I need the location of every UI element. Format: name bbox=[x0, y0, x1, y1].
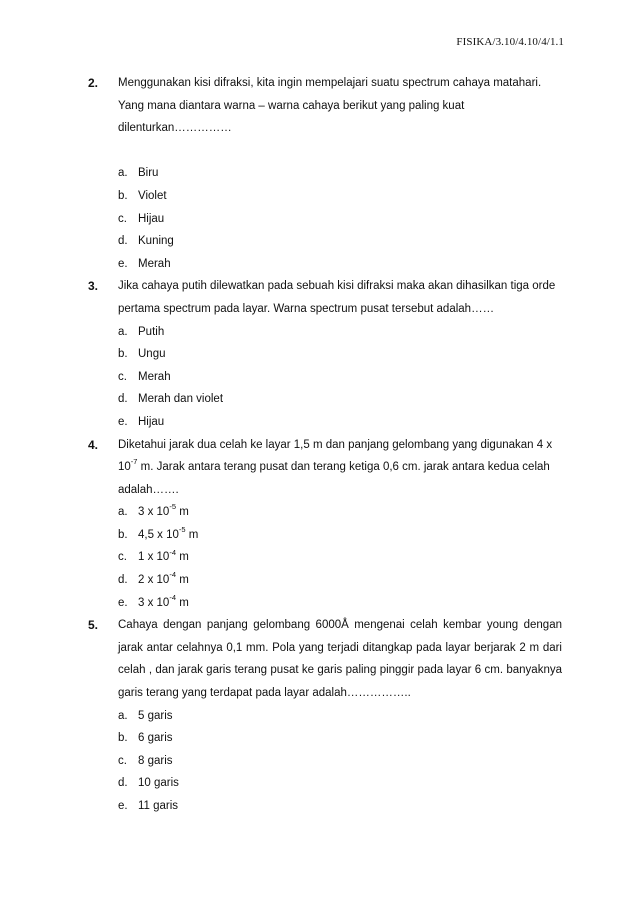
question-number: 5. bbox=[88, 618, 99, 633]
option-text: Biru bbox=[138, 167, 159, 180]
answer-options bbox=[90, 321, 562, 434]
option-base: 3 x 10 bbox=[138, 506, 170, 519]
option-c[interactable] bbox=[90, 750, 562, 773]
option-text: Merah bbox=[138, 370, 171, 383]
exponent: -4 bbox=[169, 570, 176, 580]
question-number: 4. bbox=[88, 437, 99, 452]
option-text: 10 garis bbox=[138, 777, 179, 790]
option-d[interactable] bbox=[90, 569, 562, 592]
option-base: 3 x 10 bbox=[138, 596, 170, 609]
option-unit: m bbox=[176, 574, 189, 587]
option-a[interactable] bbox=[90, 705, 562, 728]
option-c[interactable] bbox=[90, 546, 562, 569]
option-text: Violet bbox=[138, 189, 167, 202]
option-text: 6 garis bbox=[138, 732, 173, 745]
question-text bbox=[118, 434, 562, 502]
question-4 bbox=[90, 434, 562, 615]
option-letter: d. bbox=[118, 574, 128, 587]
option-unit: m bbox=[185, 528, 199, 541]
option-letter: b. bbox=[118, 189, 128, 202]
option-value bbox=[138, 569, 189, 592]
question-list bbox=[90, 72, 562, 818]
option-letter: b. bbox=[118, 732, 128, 745]
exponent: -5 bbox=[169, 502, 176, 512]
option-text: 8 garis bbox=[138, 754, 173, 767]
question-3 bbox=[90, 275, 562, 433]
option-a[interactable] bbox=[90, 321, 562, 344]
question-text: Jika cahaya putih dilewatkan pada sebuah kisi difraksi maka akan dihasilkan tiga orde pertama spectrum pada layar. Warna spectrum pusat tersebut adalah…… bbox=[118, 280, 556, 315]
option-base: 2 x 10 bbox=[138, 574, 170, 587]
option-text: Hijau bbox=[138, 415, 165, 428]
option-e[interactable] bbox=[90, 795, 562, 818]
option-c[interactable] bbox=[90, 366, 562, 389]
exponent: -7 bbox=[130, 457, 138, 467]
option-d[interactable] bbox=[90, 230, 562, 253]
option-b[interactable] bbox=[90, 343, 562, 366]
option-text: Hijau bbox=[138, 212, 165, 225]
option-text: Putih bbox=[138, 325, 165, 338]
exponent: -4 bbox=[169, 592, 176, 602]
question-text-part: m. Jarak antara terang pusat dan terang ketiga 0,6 cm. jarak antara kedua celah adalah……. bbox=[118, 461, 550, 496]
option-text: 11 garis bbox=[138, 800, 179, 812]
answer-options bbox=[90, 705, 562, 818]
option-value bbox=[138, 524, 198, 547]
question-number: 3. bbox=[88, 279, 99, 294]
option-d[interactable] bbox=[90, 772, 562, 795]
option-e[interactable] bbox=[90, 253, 562, 276]
option-e[interactable] bbox=[90, 592, 562, 615]
option-letter: e. bbox=[118, 415, 128, 428]
option-letter: b. bbox=[118, 348, 128, 361]
option-letter: c. bbox=[118, 551, 127, 564]
option-letter: a. bbox=[118, 325, 128, 338]
option-c[interactable] bbox=[90, 208, 562, 231]
question-2 bbox=[90, 72, 562, 275]
answer-options bbox=[90, 501, 562, 614]
option-value bbox=[138, 501, 189, 524]
option-base: 1 x 10 bbox=[138, 551, 170, 564]
option-text: Merah dan violet bbox=[138, 393, 224, 406]
option-b[interactable] bbox=[90, 524, 562, 547]
option-letter: a. bbox=[118, 709, 128, 722]
option-unit: m bbox=[176, 506, 189, 519]
question-5 bbox=[90, 614, 562, 817]
question-text-part: Diketahui jarak dua celah ke layar 1,5 m dan panjang gelombang yang digunakan 4 x 10 bbox=[118, 438, 553, 474]
option-letter: c. bbox=[118, 754, 127, 767]
option-base: 4,5 x 10 bbox=[138, 528, 179, 541]
option-e[interactable] bbox=[90, 411, 562, 434]
option-letter: d. bbox=[118, 235, 128, 248]
option-text: Ungu bbox=[138, 348, 166, 361]
option-a[interactable] bbox=[90, 501, 562, 524]
option-letter: d. bbox=[118, 777, 128, 790]
option-letter: a. bbox=[118, 506, 128, 519]
option-letter: e. bbox=[118, 257, 128, 270]
question-text: Menggunakan kisi difraksi, kita ingin mempelajari suatu spectrum cahaya matahari. Yang mana diantara warna – warna cahaya berikut yang paling kuat dilenturkan…………… bbox=[118, 77, 542, 135]
option-letter: c. bbox=[118, 370, 127, 383]
option-letter: e. bbox=[118, 800, 128, 812]
exponent: -4 bbox=[169, 547, 176, 557]
exponent: -5 bbox=[178, 525, 186, 535]
option-d[interactable] bbox=[90, 388, 562, 411]
option-value bbox=[138, 546, 189, 569]
option-a[interactable] bbox=[90, 162, 562, 185]
option-value bbox=[138, 592, 189, 615]
answer-options bbox=[90, 162, 562, 275]
option-letter: a. bbox=[118, 167, 128, 180]
question-number: 2. bbox=[88, 76, 99, 90]
option-letter: b. bbox=[118, 528, 128, 541]
option-text: Merah bbox=[138, 257, 171, 270]
blank-line bbox=[90, 140, 562, 163]
question-text: Cahaya dengan panjang gelombang 6000Å mengenai celah kembar young dengan jarak antar celahnya 0,1 mm. Pola yang terjadi ditangkap pada layar berjarak 2 m dari celah , dan jarak garis terang pusat ke garis paling pinggir pada layar 6 cm. banyaknya garis terang yang terdapat pada layar adalah…………….. bbox=[118, 619, 562, 700]
option-letter: e. bbox=[118, 596, 128, 609]
document-code: FISIKA/3.10/4.10/4/1.1 bbox=[456, 36, 564, 48]
option-b[interactable] bbox=[90, 185, 562, 208]
option-unit: m bbox=[176, 596, 189, 609]
option-unit: m bbox=[176, 551, 189, 564]
option-text: 5 garis bbox=[138, 709, 173, 722]
option-letter: d. bbox=[118, 393, 128, 406]
option-text: Kuning bbox=[138, 235, 174, 248]
option-b[interactable] bbox=[90, 727, 562, 750]
option-letter: c. bbox=[118, 212, 127, 225]
